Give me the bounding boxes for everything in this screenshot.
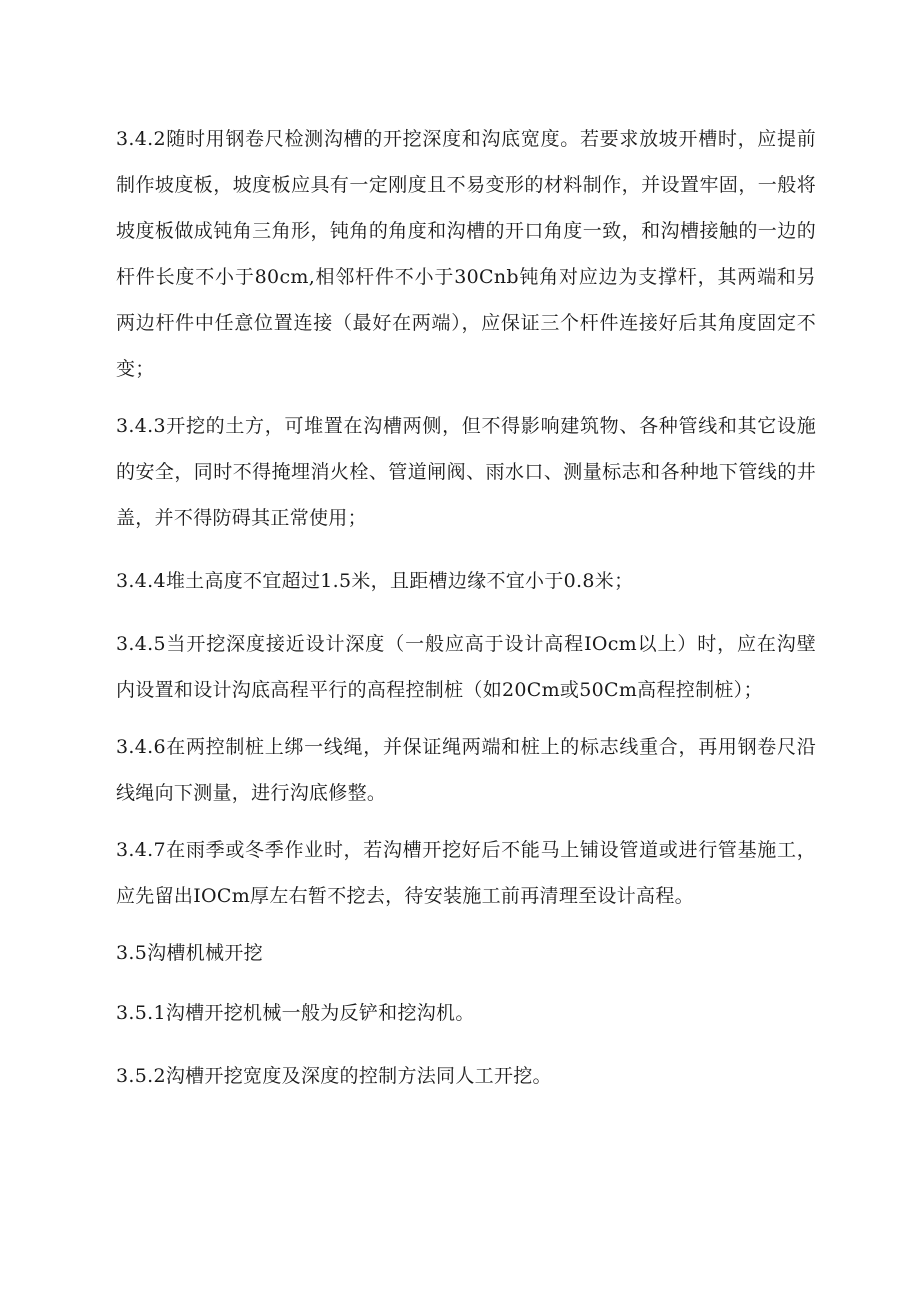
- paragraph-3-5-1: 3.5.1沟槽开挖机械一般为反铲和挖沟机。: [116, 1002, 475, 1024]
- paragraph-3-4-3: 3.4.3开挖的土方，可堆置在沟槽两侧，但不得影响建筑物、各种管线和其它设施的安全，同时不得掩埋消火栓、管道闸阀、雨水口、测量标志和各种地下管线的井盖，并不得防碍其正常使用；: [116, 415, 816, 529]
- paragraph-3-4-7: 3.4.7在雨季或冬季作业时，若沟槽开挖好后不能马上铺设管道或进行管基施工，应先留出IOCm厚左右暂不挖去，待安装施工前再清理至设计高程。: [116, 839, 816, 907]
- section-heading-3-5: 3.5沟槽机械开挖: [116, 942, 263, 964]
- paragraph-3-4-6: 3.4.6在两控制桩上绑一线绳，并保证绳两端和桩上的标志线重合，再用钢卷尺沿线绳向下测量，进行沟底修整。: [116, 736, 816, 804]
- paragraph-3-4-2: 3.4.2随时用钢卷尺检测沟槽的开挖深度和沟底宽度。若要求放坡开槽时，应提前制作坡度板，坡度板应具有一定刚度且不易变形的材料制作，并设置牢固，一般将坡度板做成钝角三角形，钝角的角度和沟槽的开口角度一致，和沟槽接触的一边的杆件长度不小于80cm,相邻杆件不小于30Cnb钝角对应边为支撑杆，其两端和另两边杆件中任意位置连接（最好在两端），应保证三个杆件连接好后其角度固定不变；: [116, 128, 816, 380]
- paragraph-3-4-4: 3.4.4堆土高度不宜超过1.5米，且距槽边缘不宜小于0.8米；: [116, 570, 634, 592]
- document-body: [116, 116, 816, 1099]
- paragraph-3-5-2: 3.5.2沟槽开挖宽度及深度的控制方法同人工开挖。: [116, 1065, 552, 1087]
- paragraph-3-4-5: 3.4.5当开挖深度接近设计深度（一般应高于设计高程IOcm以上）时，应在沟壁内设置和设计沟底高程平行的高程控制桩（如20Cm或50Cm高程控制桩）；: [116, 633, 816, 701]
